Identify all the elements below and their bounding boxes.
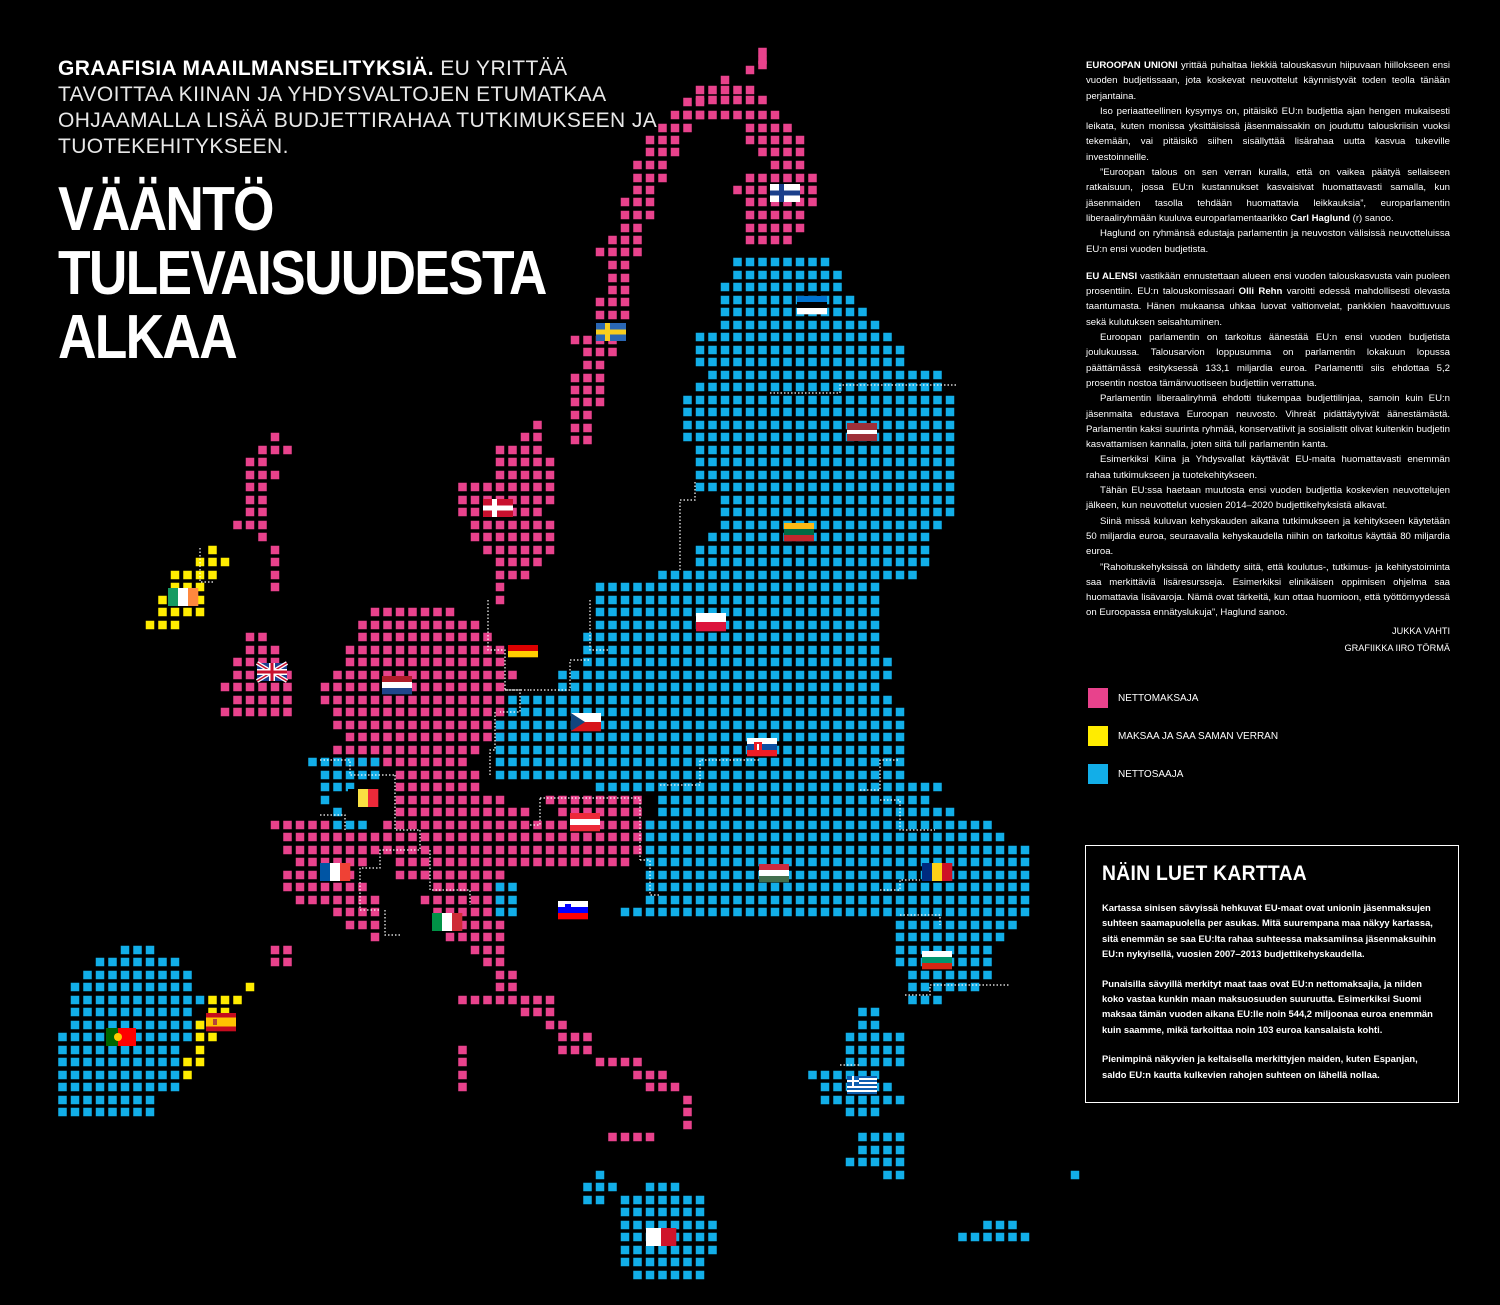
article-lead: EUROOPAN UNIONI <box>1086 60 1178 71</box>
map-legend <box>1088 688 1468 802</box>
article-lead: EU ALENSI <box>1086 270 1138 282</box>
flag-denmark-icon <box>483 499 513 517</box>
title-line-1: VÄÄNTÖ <box>58 175 273 244</box>
legend-swatch <box>1088 688 1108 708</box>
flag-spain-icon <box>206 1013 236 1031</box>
legend-label: MAKSAA JA SAA SAMAN VERRAN <box>1118 731 1279 742</box>
how-to-read-box <box>1085 845 1459 1103</box>
dots-poland <box>558 583 892 692</box>
article-paragraph <box>1086 58 1450 104</box>
article-paragraph: Parlamentin liberaaliryhmä ehdotti tiukempaa budjettilinjaa, samoin kuin EU:n jäsenmaita edustava Euroopan neuvosto. Vihreät pidättäytyivät äänestämästä. Parlamentin kaksi suurinta ryhmää, konservatiivit ja sosialistit olivat kuitenkin budjetin kasvattamisen kannalla, joten siitä tuli parlamentin kanta. <box>1086 393 1450 451</box>
flag-lithuania-icon <box>784 523 814 541</box>
flag-estonia-icon <box>797 296 827 314</box>
flag-portugal-icon <box>106 1028 136 1046</box>
article-paragraph: Haglund on ryhmänsä edustaja parlamentin ja neuvoston välisissä neuvotteluissa EU:n ensi vuoden budjetista. <box>1086 228 1450 255</box>
article-paragraph: Siinä missä kuluvan kehyskauden aikana tutkimukseen ja kehitykseen käytetään 50 miljardia euroa, seuraavalla kehyskaudella niihin on tarkoitus käyttää 80 miljardia euroa. <box>1086 515 1450 558</box>
article-paragraph: Iso periaatteellinen kysymys on, pitäisikö EU:n budjettia ajan hengen mukaisesti leikata, kuten monissa yksittäisissä jäsenmaissakin on jouduttu talouskriisin vuoksi tekemään, vai pitäisikö siihen sisällyttää lisärahaa uutta kasvua tukeville investoinneille. <box>1086 105 1450 163</box>
dots-corsica <box>271 946 292 967</box>
country-border <box>680 480 695 570</box>
article-paragraph: Esimerkiksi Kiina ja Yhdysvallat käyttävät EU-maita huomattavasti enemmän rahaa tutkimukseen ja tuotekehitykseen. <box>1086 454 1450 481</box>
kicker-text: EU YRITTÄÄ TAVOITTAA KIINAN JA YHDYSVALTOJEN ETUMATKAA OHJAAMALLA LISÄÄ BUDJETTIRAHAA TUTKIMUKSEEN JA TUOTEKEHITYKSEEN. <box>58 57 657 158</box>
dots-cyprus-east <box>1071 1171 1080 1180</box>
flag-malta-icon <box>646 1228 676 1246</box>
dots-bulgaria <box>896 921 1017 1005</box>
legend-label: NETTOMAKSAJA <box>1118 693 1199 704</box>
flag-italy-icon <box>432 913 462 931</box>
kicker <box>58 56 658 160</box>
dots-germany-etc <box>321 608 642 880</box>
person-name: Carl Haglund <box>1290 212 1350 224</box>
country-border <box>360 830 420 910</box>
flag-greece-icon <box>847 1076 877 1094</box>
byline-author: JUKKA VAHTI <box>1391 625 1450 636</box>
dots-hungary <box>596 783 1030 917</box>
article-text: (r) sanoo. <box>1352 212 1394 224</box>
dots-ireland <box>146 546 230 630</box>
how-to-read-paragraph: Punaisilla sävyillä merkityt maat taas ovat EU:n nettomaksajia, ja niiden koko vastaa kunkin maan maksuosuuden suuruutta. Esimerkiksi Suomi maksaa tämän vuoden aikana EU:lle noin 544,2 miljoonaa euroa enemmän kuin saamme, mikä tarkoittaa noin 103 euroa kansalaista kohti. <box>1102 977 1433 1035</box>
dots-slovenia-west <box>496 883 517 917</box>
dots-latvia <box>683 383 954 492</box>
legend-label: NETTOSAAJA <box>1118 769 1184 780</box>
legend-item-payer <box>1088 688 1468 708</box>
flag-austria-icon <box>570 813 600 831</box>
how-to-read-paragraph: Pienimpinä näkyvien ja keltaisella merkittyjen maiden, kuten Espanjan, saldo EU:n kautta kulkevien rahojen suhteen on lähellä nollaa. <box>1102 1053 1418 1080</box>
dots-czechia <box>496 696 905 780</box>
how-to-read-paragraph: Kartassa sinisen sävyissä hehkuvat EU-maat ovat unionin jäsenmaksujen suhteen saamapuolella per asukas. Mitä suurempana maa näkyy kartassa, sitä enemmän se saa EU:lta rahaa suhteessa maksamiinsa jäsenmaksuihin EU:n nykyisellä, vuosien 2007–2013 budjettikehyskaudella. <box>1102 902 1437 960</box>
article-text: ”Euroopan talous on sen verran kuralla, että on vaikea päätyä sellaiseen ratkaisuun, jossa EU:n kustannukset kasvaisivat huomattavasti samalla, kun jäsenmaiden tasolla tehdään huomattavia leikkauksia”, europarlamentin liberaaliryhmään kuuluva europarlamentaarikko <box>1086 167 1450 224</box>
country-border <box>385 910 400 935</box>
dots-finland <box>696 48 817 245</box>
flag-finland-icon <box>770 184 800 202</box>
article-paragraph: Tähän EU:ssa haetaan muutosta ensi vuoden budjettia koskevien neuvottelujen jälkeen, kun neuvottelut vuosien 2014–2020 budjettikehyksistä alkavat. <box>1086 485 1450 512</box>
article-paragraph: ”Rahoituskehyksissä on lähdetty siitä, että koulutus-, tutkimus- ja kehitystoiminta saa merkittäviä lisäresursseja. Esimerkiksi elinikäisen oppimisen ohjelma saa huomattavia lisävaroja. Nämä ovat tärkeitä, kun ottaa huomioon, että työttömyydessä on Euroopassa ennätyslukuja”, Haglund sanoo. <box>1086 561 1450 619</box>
dots-sweden <box>571 111 705 445</box>
legend-item-even <box>1088 726 1468 746</box>
dots-sicily-south <box>583 1171 617 1205</box>
dots-estonia <box>696 258 942 380</box>
article-paragraph <box>1086 165 1450 226</box>
article-body <box>1086 58 1450 657</box>
title-line-3: ALKAA <box>58 303 237 372</box>
flag-netherlands-icon <box>382 676 412 694</box>
flag-slovenia-icon <box>558 901 588 919</box>
flag-bulgaria-icon <box>922 951 952 969</box>
flag-poland-icon <box>696 613 726 631</box>
title-line-2: TULEVAISUUDESTA <box>58 239 546 308</box>
flag-slovakia-icon <box>747 738 777 756</box>
flag-romania-icon <box>922 863 952 881</box>
kicker-bold: GRAAFISIA MAAILMANSELITYKSIÄ. <box>58 57 434 80</box>
flag-ireland-icon <box>168 588 198 606</box>
flag-hungary-icon <box>759 864 789 882</box>
article-text: yrittää puhaltaa liekkiä talouskasvun hiipuvaan hiillokseen ensi vuoden budjetissaan, jota koskevat neuvottelut käynnistyvät toden teolla tänään perjantaina. <box>1086 60 1450 102</box>
flag-sweden-icon <box>596 323 626 341</box>
byline-graphics: GRAFIIKKA IIRO TÖRMÄ <box>1344 642 1450 653</box>
how-to-read-title: NÄIN LUET KARTTAA <box>1102 862 1308 885</box>
flag-czechia-icon <box>571 713 601 731</box>
article-text: vastikään ennustettaan alueen ensi vuoden talouskasvusta vain puoleen prosenttiin. EU:n talouskomissaari <box>1086 270 1450 298</box>
page-title <box>58 175 546 372</box>
article-paragraph <box>1086 269 1450 330</box>
article-text: varoitti edessä mahdollisesti olevasta taantumasta. Hänen mukaansa uhkaa luovat valtionvelat, pankkien haavoittuvuus sekä kulutuksen seisahtuminen. <box>1086 286 1450 328</box>
legend-swatch <box>1088 764 1108 784</box>
dots-crete <box>958 1221 1029 1242</box>
person-name: Olli Rehn <box>1238 286 1283 298</box>
dots-sardinia <box>458 1046 467 1092</box>
flag-belgium-icon <box>348 789 378 807</box>
legend-swatch <box>1088 726 1108 746</box>
flag-germany-icon <box>508 639 538 657</box>
flag-uk-icon <box>257 663 287 681</box>
legend-item-receiver <box>1088 764 1468 784</box>
article-paragraph: Euroopan parlamentin on tarkoitus äänestää EU:n ensi vuoden budjetista joulukuussa. Talousarvion loppusumma on parlamentin lokakuun lopussa päättämässä esityksessä 133,1 miljardia euroa. Parlamentti siis ehdottaa 5,2 prosentin nostoa tämänvuotiseen budjettiin verrattuna. <box>1086 332 1450 389</box>
flag-france-icon <box>320 863 350 881</box>
flag-latvia-icon <box>847 423 877 441</box>
